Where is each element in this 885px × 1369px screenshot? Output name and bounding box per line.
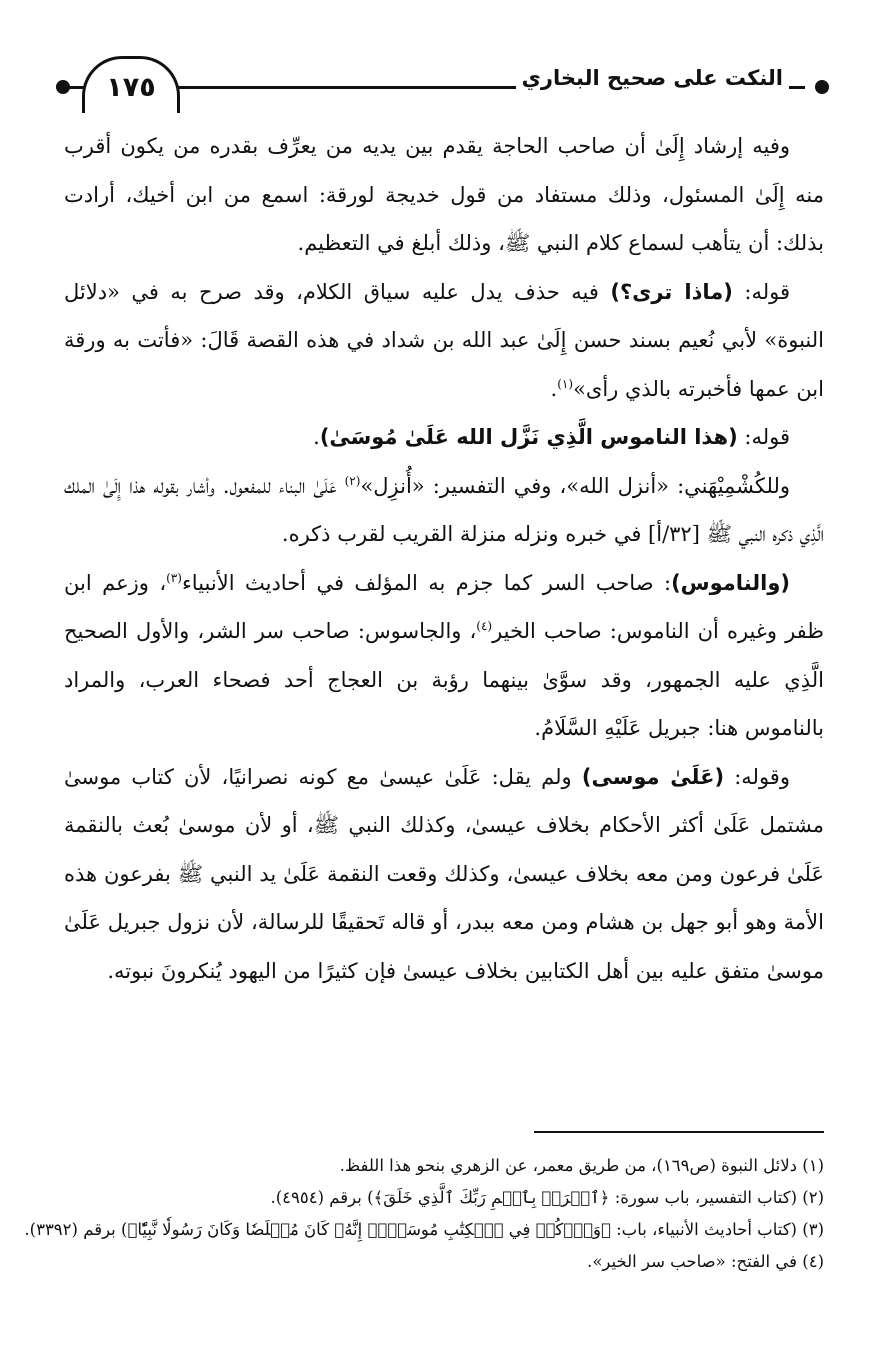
footnote-separator bbox=[534, 1131, 824, 1133]
header-ornament-dot-right bbox=[815, 80, 829, 94]
paragraph: وللكُشْمِيْهَني: «أنزل الله»، وفي التفسير: «أُنزِل»$^{(٢)}$ عَلَىٰ البناء للمفعول. وأشار بقوله هذا إِلَىٰ الملك الَّذِي ذكره النبي ﷺ [٣٢/أ] في خبره ونزله منزلة القريب لقرب ذكره. bbox=[64, 473, 824, 546]
quoted-phrase: (والناموس) bbox=[671, 570, 790, 595]
paragraph: وقوله: (عَلَىٰ موسى) ولم يقل: عَلَىٰ عيسىٰ مع كونه نصرانيًا، لأن كتاب موسىٰ مشتمل عَلَىٰ أكثر الأحكام بخلاف عيسىٰ، وكذلك النبي ﷺ، أو لأن موسىٰ بُعث بالنقمة عَلَىٰ فرعون ومن معه بخلاف عيسىٰ، وكذلك وقعت النقمة عَلَىٰ يد النبي ﷺ بفرعون هذه الأمة وهو أبو جهل بن هشام ومن معه ببدر، أو قاله تَحقيقًا للرسالة، لأن نزول جبريل عَلَىٰ موسىٰ متفق عليه بين أهل الكتابين بخلاف عيسىٰ فإن كثيرًا من اليهود يُنكرونَ نبوته. bbox=[64, 764, 824, 983]
page-header bbox=[0, 0, 885, 120]
footnote-ref: (١) bbox=[557, 376, 574, 391]
footnote: (٣) (كتاب أحاديث الأنبياء، باب: ﴿وَٱذۡكُرۡ فِي ٱلۡكِتَٰبِ مُوسَىٰٓۚ إِنَّهُۥ كَانَ مُخۡلَصٗا وَكَانَ رَسُولٗا نَّبِيّٗا﴾) برقم (٣٣٩٢). bbox=[24, 1220, 824, 1239]
quoted-phrase: (ماذا ترى؟) bbox=[610, 279, 733, 304]
footnote: (٢) (كتاب التفسير، باب سورة: ﴿ٱقۡرَأۡ بِٱسۡمِ رَبِّكَ ٱلَّذِي خَلَقَ﴾) برقم (٤٩٥٤). bbox=[270, 1188, 824, 1207]
running-title: النكت على صحيح البخاري bbox=[516, 66, 789, 90]
paragraph: (والناموس): صاحب السر كما جزم به المؤلف في أحاديث الأنبياء$^{(٣)}$، وزعم ابن ظفر وغيره أن الناموس: صاحب الخير$^{(٤)}$، والجاسوس: صاحب سر الشر، والأول الصحيح الَّذِي عليه الجمهور، وقد سوَّىٰ بينهما رؤبة بن العجاج أحد فصحاء العرب، والمراد بالناموس هنا: جبريل عَلَيْهِ السَّلَامُ. bbox=[64, 570, 824, 740]
footnote-ref: (٢) bbox=[344, 473, 361, 488]
quoted-phrase: (عَلَىٰ موسى) bbox=[581, 764, 725, 789]
header-ornament-dot-left bbox=[56, 80, 70, 94]
footnote: (١) دلائل النبوة (ص١٦٩)، من طريق معمر، عن الزهري بنحو هذا اللفظ. bbox=[339, 1156, 824, 1175]
paragraph: قوله: (ماذا ترى؟) فيه حذف يدل عليه سياق الكلام، وقد صرح به في «دلائل النبوة» لأبي نُعيم بسند حسن إِلَىٰ عبد الله بن شداد في هذه القصة قَالَ: «فأتت به ورقة ابن عمها فأخبرته بالذي رأى»$^{(١)}$. bbox=[64, 279, 824, 401]
page-number: ١٧٥ bbox=[82, 56, 180, 113]
body-text bbox=[64, 122, 824, 995]
footnote-ref: (٤) bbox=[476, 619, 493, 633]
paragraph: وفيه إرشاد إِلَىٰ أن صاحب الحاجة يقدم بين يديه من يعرِّف بقدره من يكون أقرب منه إِلَىٰ المسئول، وذلك مستفاد من قول خديجة لورقة: اسمع من ابن أخيك، أرادت بذلك: أن يتأهب لسماع كلام النبي ﷺ، وذلك أبلغ في التعظيم. bbox=[64, 134, 824, 255]
footnotes bbox=[24, 1150, 824, 1278]
footnote: (٤) في الفتح: «صاحب سر الخير». bbox=[587, 1252, 824, 1271]
footnote-ref: (٣) bbox=[166, 570, 182, 585]
paragraph: قوله: (هذا الناموس الَّذِي نَزَّل الله عَلَىٰ مُوسَىٰ). bbox=[313, 425, 790, 449]
quoted-phrase: (هذا الناموس الَّذِي نَزَّل الله عَلَىٰ مُوسَىٰ) bbox=[319, 425, 738, 449]
